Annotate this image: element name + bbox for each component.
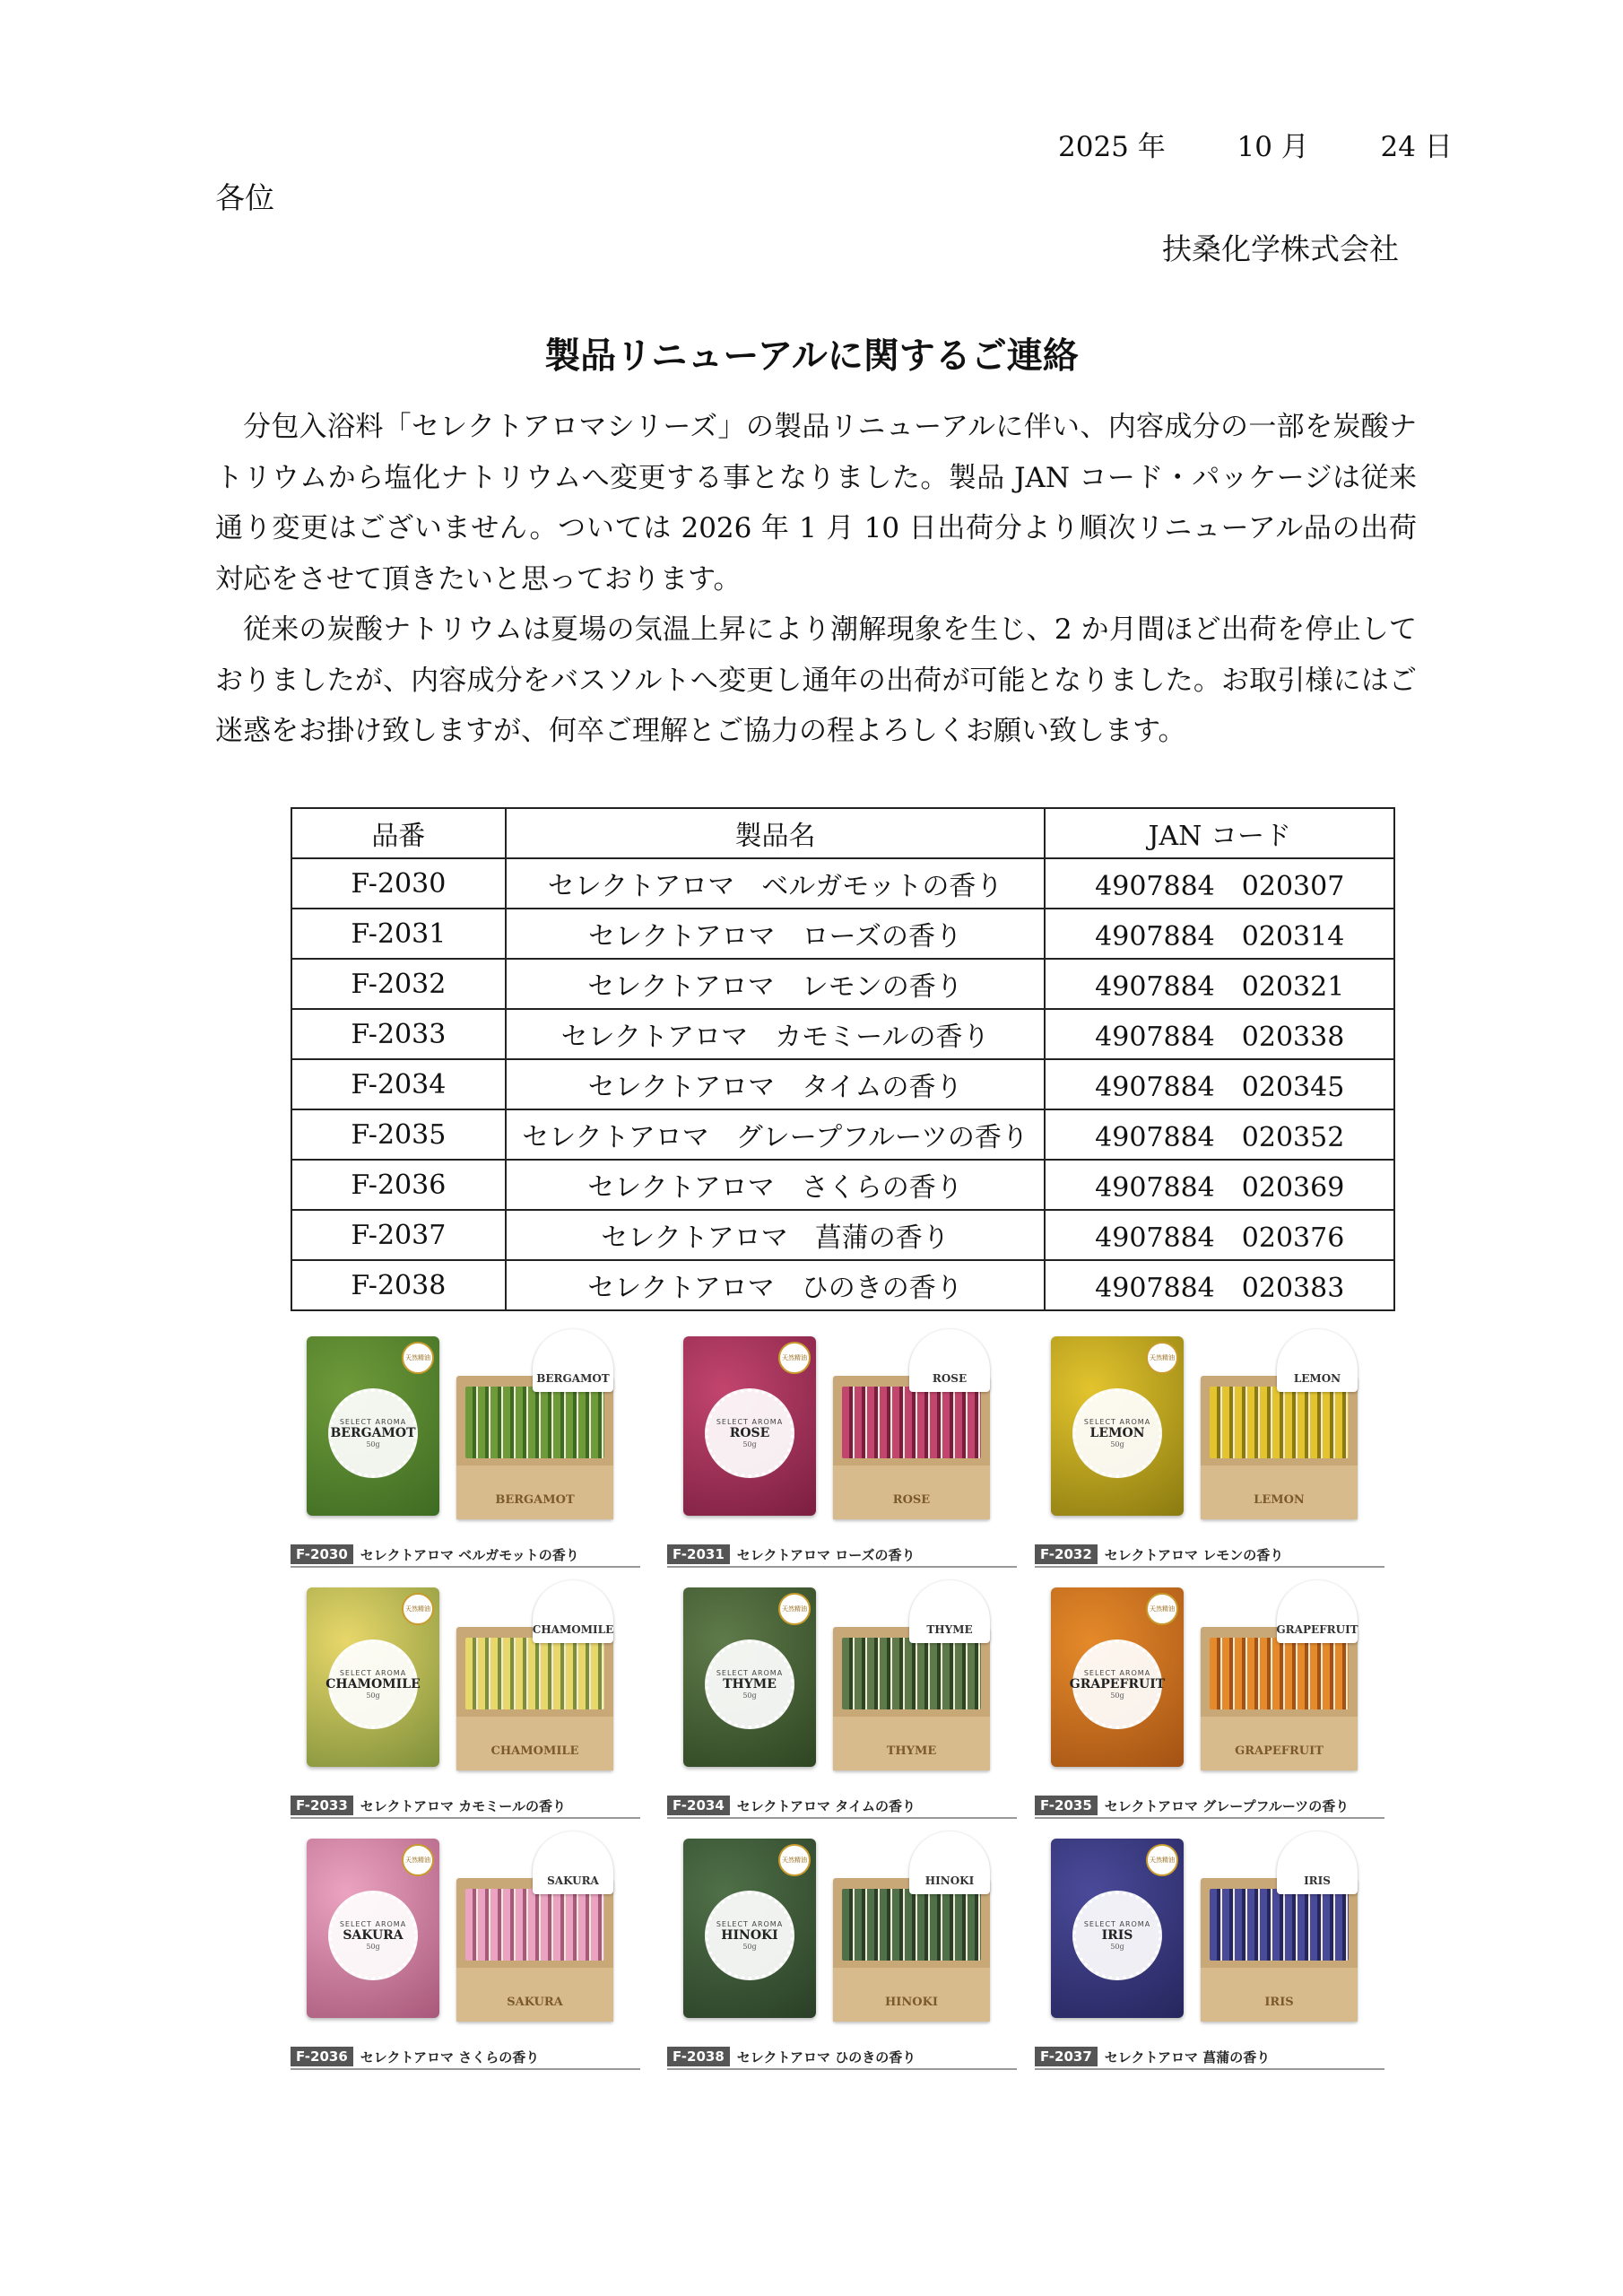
- product-tile: [667, 1580, 1026, 1827]
- product-scent-name: IRIS: [1101, 1928, 1133, 1943]
- product-caption-code: F-2034: [667, 1796, 730, 1815]
- product-caption-code: F-2032: [1035, 1544, 1098, 1564]
- display-box-image: [833, 1376, 990, 1519]
- date-day: 24 日: [1380, 131, 1453, 163]
- box-front: [1201, 1465, 1358, 1519]
- product-pouch-image: [307, 1839, 439, 2018]
- box-front: [1201, 1717, 1358, 1770]
- box-header-card: ROSE: [909, 1329, 990, 1392]
- header-product-name: 製品名: [506, 808, 1046, 858]
- table-row: [291, 1009, 1394, 1059]
- product-image-grid: [291, 1329, 1395, 2078]
- product-tile: [1035, 1329, 1393, 1576]
- product-weight: 50g: [742, 1943, 757, 1951]
- table-header-row: [291, 808, 1394, 858]
- natural-oil-badge: 天然精油: [1146, 1844, 1178, 1876]
- cell-code: F-2033: [291, 1009, 506, 1059]
- box-front: [456, 1717, 613, 1770]
- product-caption: [1035, 1794, 1384, 1819]
- product-caption-code: F-2038: [667, 2047, 730, 2066]
- product-pouch-image: [1051, 1839, 1184, 2018]
- product-scent-name: THYME: [723, 1677, 777, 1692]
- box-header-card: THYME: [909, 1580, 990, 1643]
- box-contents: [1210, 1387, 1349, 1458]
- box-header-card: GRAPEFRUIT: [1277, 1580, 1358, 1643]
- box-contents: [1210, 1638, 1349, 1709]
- product-caption-text: セレクトアロマ タイムの香り: [736, 1797, 916, 1814]
- box-front: [456, 1465, 613, 1519]
- brand-arc-text: SELECT AROMA: [716, 1669, 784, 1677]
- cell-jan-code: 4907884 020314: [1045, 909, 1394, 959]
- document-body: [215, 402, 1417, 757]
- product-caption: [667, 1543, 1017, 1568]
- box-header-card: HINOKI: [909, 1831, 990, 1894]
- cell-product-name: セレクトアロマ カモミールの香り: [506, 1009, 1046, 1059]
- product-caption-text: セレクトアロマ グレープフルーツの香り: [1104, 1797, 1350, 1814]
- product-scent-name: GRAPEFRUIT: [1069, 1677, 1166, 1692]
- table-row: [291, 1109, 1394, 1160]
- product-tile: [667, 1831, 1026, 2078]
- product-seal: [328, 1891, 418, 1980]
- cell-product-name: セレクトアロマ グレープフルーツの香り: [506, 1109, 1046, 1160]
- cell-code: F-2032: [291, 959, 506, 1009]
- product-caption-code: F-2036: [291, 2047, 353, 2066]
- box-front-name: GRAPEFRUIT: [1235, 1744, 1324, 1758]
- box-header-card: IRIS: [1277, 1831, 1358, 1894]
- display-box-image: [456, 1627, 613, 1770]
- cell-jan-code: 4907884 020369: [1045, 1160, 1394, 1210]
- product-weight: 50g: [742, 1692, 757, 1700]
- box-front-name: SAKURA: [507, 1996, 563, 2009]
- product-caption: [1035, 1543, 1384, 1568]
- brand-arc-text: SELECT AROMA: [1083, 1920, 1151, 1928]
- natural-oil-badge: 天然精油: [1146, 1593, 1178, 1625]
- product-scent-name: SAKURA: [343, 1928, 404, 1943]
- table-row: [291, 1210, 1394, 1260]
- product-seal: [1072, 1891, 1162, 1980]
- box-front: [1201, 1968, 1358, 2022]
- product-seal: [705, 1891, 794, 1980]
- product-tile: [291, 1580, 649, 1827]
- product-caption-code: F-2033: [291, 1796, 353, 1815]
- display-box-image: [456, 1376, 613, 1519]
- brand-arc-text: SELECT AROMA: [716, 1418, 784, 1426]
- product-scent-name: CHAMOMILE: [325, 1677, 421, 1692]
- product-caption: [667, 1794, 1017, 1819]
- product-scent-name: HINOKI: [721, 1928, 778, 1943]
- box-contents: [465, 1889, 604, 1961]
- cell-code: F-2038: [291, 1260, 506, 1310]
- product-caption-code: F-2037: [1035, 2047, 1098, 2066]
- cell-product-name: セレクトアロマ ひのきの香り: [506, 1260, 1046, 1310]
- product-weight: 50g: [1110, 1440, 1124, 1448]
- header-jan-code: JAN コード: [1045, 808, 1394, 858]
- product-pouch-image: [1051, 1336, 1184, 1516]
- product-pouch-image: [307, 1336, 439, 1516]
- cell-code: F-2037: [291, 1210, 506, 1260]
- natural-oil-badge: 天然精油: [778, 1342, 811, 1374]
- cell-jan-code: 4907884 020321: [1045, 959, 1394, 1009]
- product-caption: [1035, 2045, 1384, 2070]
- table-row: [291, 1260, 1394, 1310]
- display-box-image: [1201, 1627, 1358, 1770]
- box-front-name: CHAMOMILE: [490, 1744, 579, 1758]
- box-front: [833, 1465, 990, 1519]
- cell-jan-code: 4907884 020307: [1045, 858, 1394, 909]
- document-title: 製品リニューアルに関するご連絡: [544, 335, 1079, 377]
- table-row: [291, 858, 1394, 909]
- cell-jan-code: 4907884 020352: [1045, 1109, 1394, 1160]
- product-scent-name: ROSE: [729, 1426, 770, 1440]
- cell-product-name: セレクトアロマ ローズの香り: [506, 909, 1046, 959]
- table-row: [291, 1059, 1394, 1109]
- product-weight: 50g: [366, 1943, 380, 1951]
- box-contents: [1210, 1889, 1349, 1961]
- product-caption-code: F-2031: [667, 1544, 730, 1564]
- product-caption-text: セレクトアロマ カモミールの香り: [360, 1797, 566, 1814]
- product-caption-code: F-2030: [291, 1544, 353, 1564]
- product-pouch-image: [683, 1336, 816, 1516]
- brand-arc-text: SELECT AROMA: [1083, 1669, 1151, 1677]
- document-date: [1058, 124, 1453, 164]
- product-seal: [1072, 1388, 1162, 1478]
- natural-oil-badge: 天然精油: [778, 1844, 811, 1876]
- product-seal: [705, 1388, 794, 1478]
- product-caption-code: F-2035: [1035, 1796, 1098, 1815]
- product-caption-text: セレクトアロマ さくらの香り: [360, 2048, 540, 2066]
- product-weight: 50g: [1110, 1692, 1124, 1700]
- product-tile: [667, 1329, 1026, 1576]
- product-scent-name: BERGAMOT: [330, 1426, 416, 1440]
- date-year: 2025 年: [1058, 131, 1166, 163]
- display-box-image: [1201, 1878, 1358, 2022]
- display-box-image: [833, 1627, 990, 1770]
- product-tile: [291, 1329, 649, 1576]
- product-weight: 50g: [742, 1440, 757, 1448]
- table-row: [291, 1160, 1394, 1210]
- cell-jan-code: 4907884 020345: [1045, 1059, 1394, 1109]
- natural-oil-badge: 天然精油: [402, 1844, 434, 1876]
- date-month: 10 月: [1237, 131, 1309, 163]
- product-seal: [705, 1639, 794, 1729]
- cell-product-name: セレクトアロマ ベルガモットの香り: [506, 858, 1046, 909]
- product-table: [291, 807, 1395, 1311]
- natural-oil-badge: 天然精油: [402, 1342, 434, 1374]
- box-front: [456, 1968, 613, 2022]
- box-contents: [842, 1889, 981, 1961]
- product-weight: 50g: [1110, 1943, 1124, 1951]
- product-caption: [291, 2045, 640, 2070]
- cell-code: F-2035: [291, 1109, 506, 1160]
- cell-product-name: セレクトアロマ レモンの香り: [506, 959, 1046, 1009]
- cell-product-name: セレクトアロマ タイムの香り: [506, 1059, 1046, 1109]
- company-name: 扶桑化学株式会社: [1162, 231, 1399, 266]
- box-front-name: LEMON: [1254, 1493, 1305, 1507]
- body-paragraph-1: 分包入浴料「セレクトアロマシリーズ」の製品リニューアルに伴い、内容成分の一部を炭酸ナトリウムから塩化ナトリウムへ変更する事となりました。製品 JAN コード・パッケージは従来通り変更はございません。ついては 2026 年 1 月 10 日出荷分より順次リニューアル品の出荷対応をさせて頂きたいと思っております。: [215, 411, 1417, 596]
- product-seal: [328, 1388, 418, 1478]
- box-header-card: BERGAMOT: [533, 1329, 613, 1392]
- product-caption-text: セレクトアロマ ローズの香り: [736, 1546, 916, 1563]
- table-row: [291, 909, 1394, 959]
- cell-code: F-2034: [291, 1059, 506, 1109]
- product-caption-text: セレクトアロマ ベルガモットの香り: [360, 1546, 579, 1563]
- product-caption: [291, 1794, 640, 1819]
- box-contents: [465, 1387, 604, 1458]
- box-header-card: LEMON: [1277, 1329, 1358, 1392]
- product-weight: 50g: [366, 1440, 380, 1448]
- box-header-card: SAKURA: [533, 1831, 613, 1894]
- cell-code: F-2036: [291, 1160, 506, 1210]
- product-pouch-image: [307, 1587, 439, 1767]
- brand-arc-text: SELECT AROMA: [339, 1669, 407, 1677]
- box-front: [833, 1968, 990, 2022]
- product-caption-text: セレクトアロマ ひのきの香り: [736, 2048, 916, 2066]
- box-front-name: IRIS: [1264, 1996, 1294, 2009]
- table-row: [291, 959, 1394, 1009]
- product-weight: 50g: [366, 1692, 380, 1700]
- brand-arc-text: SELECT AROMA: [1083, 1418, 1151, 1426]
- product-caption-text: セレクトアロマ 菖蒲の香り: [1104, 2048, 1271, 2066]
- product-pouch-image: [683, 1839, 816, 2018]
- product-caption: [291, 1543, 640, 1568]
- box-front-name: HINOKI: [885, 1996, 938, 2009]
- product-seal: [325, 1639, 421, 1729]
- box-front-name: ROSE: [892, 1493, 931, 1507]
- product-scent-name: LEMON: [1089, 1426, 1145, 1440]
- product-tile: [1035, 1580, 1393, 1827]
- cell-jan-code: 4907884 020338: [1045, 1009, 1394, 1059]
- cell-jan-code: 4907884 020376: [1045, 1210, 1394, 1260]
- brand-arc-text: SELECT AROMA: [339, 1418, 407, 1426]
- natural-oil-badge: 天然精油: [402, 1593, 434, 1625]
- box-contents: [842, 1638, 981, 1709]
- product-caption: [667, 2045, 1017, 2070]
- box-header-card: CHAMOMILE: [533, 1580, 613, 1643]
- addressee: 各位: [215, 180, 274, 215]
- cell-product-name: セレクトアロマ 菖蒲の香り: [506, 1210, 1046, 1260]
- display-box-image: [456, 1878, 613, 2022]
- box-front: [833, 1717, 990, 1770]
- brand-arc-text: SELECT AROMA: [339, 1920, 407, 1928]
- natural-oil-badge: 天然精油: [778, 1593, 811, 1625]
- product-tile: [1035, 1831, 1393, 2078]
- brand-arc-text: SELECT AROMA: [716, 1920, 784, 1928]
- natural-oil-badge: 天然精油: [1146, 1342, 1178, 1374]
- cell-code: F-2031: [291, 909, 506, 959]
- display-box-image: [833, 1878, 990, 2022]
- cell-product-name: セレクトアロマ さくらの香り: [506, 1160, 1046, 1210]
- product-pouch-image: [1051, 1587, 1184, 1767]
- cell-jan-code: 4907884 020383: [1045, 1260, 1394, 1310]
- product-caption-text: セレクトアロマ レモンの香り: [1104, 1546, 1284, 1563]
- header-code: 品番: [291, 808, 506, 858]
- product-pouch-image: [683, 1587, 816, 1767]
- cell-code: F-2030: [291, 858, 506, 909]
- box-front-name: BERGAMOT: [495, 1493, 575, 1507]
- product-tile: [291, 1831, 649, 2078]
- box-front-name: THYME: [886, 1744, 937, 1758]
- box-contents: [842, 1387, 981, 1458]
- box-contents: [465, 1638, 604, 1709]
- body-paragraph-2: 従来の炭酸ナトリウムは夏場の気温上昇により潮解現象を生じ、2 か月間ほど出荷を停止しておりましたが、内容成分をバスソルトへ変更し通年の出荷が可能となりました。お取引様にはご迷惑をお掛け致しますが、何卒ご理解とご協力の程よろしくお願い致します。: [215, 613, 1417, 747]
- product-seal: [1069, 1639, 1166, 1729]
- display-box-image: [1201, 1376, 1358, 1519]
